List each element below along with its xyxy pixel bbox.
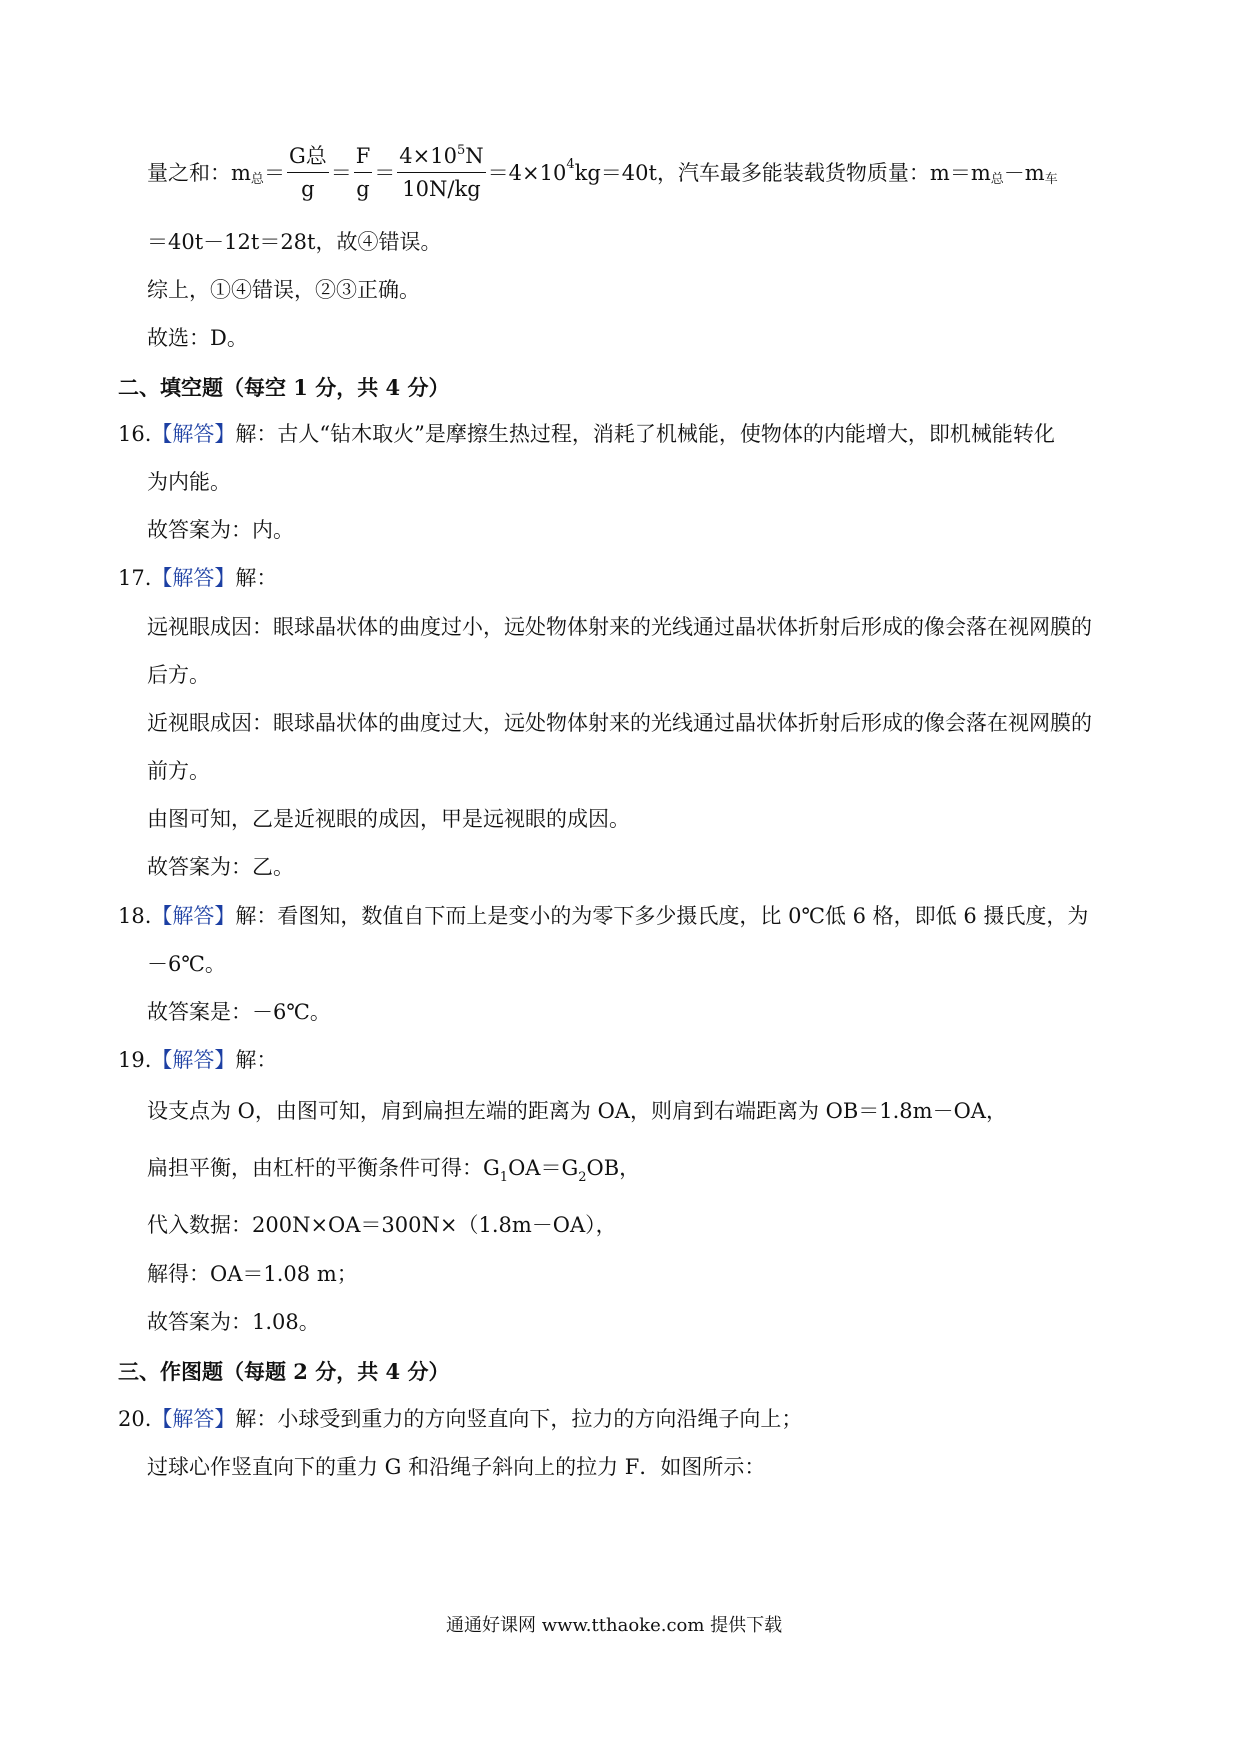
equation-rest: kg＝40t，汽车最多能装载货物质量：m＝m <box>574 160 991 185</box>
text-line: 为内能。 <box>147 470 231 494</box>
subscript-che: 车 <box>1044 171 1058 187</box>
fraction-numerator: $4\times 10^5N$ <box>397 145 485 172</box>
question-number: 19. <box>118 1048 152 1072</box>
question-text: 解：看图知，数值自下而上是变小的为零下多少摄氏度，比 0℃低 6 格，即低 6 摄氏度，为 <box>235 904 1089 928</box>
text-line: 后方。 <box>147 663 210 687</box>
fraction-g-over-g <box>287 145 329 200</box>
subscript-zong: 总 <box>990 171 1004 187</box>
answer-tag: 【解答】 <box>151 1048 236 1072</box>
question-text: 解：古人“钻木取火”是摩擦生热过程，消耗了机械能，使物体的内能增大，即机械能转化 <box>235 422 1055 446</box>
question-number: 17. <box>118 566 152 590</box>
text-line: 前方。 <box>147 759 210 783</box>
question-number: 18. <box>118 904 152 928</box>
answer-tag: 【解答】 <box>151 422 236 446</box>
text-line: －6℃。 <box>147 952 226 976</box>
exponent: 4 <box>566 156 575 172</box>
text-line: 故选：D。 <box>147 326 248 350</box>
text-line: 过球心作竖直向下的重力 G 和沿绳子斜向上的拉力 F．如图所示： <box>147 1455 766 1479</box>
answer-tag: 【解答】 <box>151 1407 236 1431</box>
text-line: 由图可知，乙是近视眼的成因，甲是远视眼的成因。 <box>147 807 630 831</box>
equals-sign: ＝ <box>263 160 285 185</box>
fraction-numerator: F <box>354 145 373 172</box>
question-20 <box>118 1409 802 1430</box>
section-heading-fill-in: 二、填空题（每空 1 分，共 4 分） <box>118 375 450 400</box>
page-footer: 通通好课网 www.tthaoke.com 提供下载 <box>446 1615 783 1636</box>
fraction-denominator: g <box>301 176 315 201</box>
text-line: 解得：OA＝1.08 m； <box>147 1262 358 1286</box>
fraction-numerator: G总 <box>287 145 329 172</box>
text-line: 故答案是：－6℃。 <box>147 1000 331 1024</box>
question-number: 20. <box>118 1407 152 1431</box>
fraction-f-over-g <box>354 145 373 200</box>
answer-tag: 【解答】 <box>151 904 236 928</box>
text-line: 故答案为：1.08。 <box>147 1310 320 1334</box>
question-16 <box>118 424 1055 445</box>
question-number: 16. <box>118 422 152 446</box>
question-text: 解：小球受到重力的方向竖直向下，拉力的方向沿绳子向上； <box>235 1407 803 1431</box>
question-text: 解： <box>235 566 278 590</box>
text-line: 近视眼成因：眼球晶状体的曲度过大，远处物体射来的光线通过晶状体折射后形成的像会落在视网膜的 <box>147 711 1092 735</box>
text-line: 代入数据：200N×OA＝300N×（1.8m－OA）， <box>147 1213 617 1237</box>
equals-sign: ＝ <box>374 160 396 185</box>
text-line: 设支点为 O，由图可知，肩到扁担左端的距离为 OA，则肩到右端距离为 OB＝1.8m－OA， <box>147 1099 1007 1123</box>
text-line: 故答案为：内。 <box>147 518 294 542</box>
equation-prefix: 量之和：m <box>147 160 251 185</box>
section-heading-drawing: 三、作图题（每题 2 分，共 4 分） <box>118 1359 450 1384</box>
fraction-force-over-g <box>397 145 485 200</box>
text-line: 远视眼成因：眼球晶状体的曲度过小，远处物体射来的光线通过晶状体折射后形成的像会落在视网膜的 <box>147 615 1092 639</box>
answer-tag: 【解答】 <box>151 566 236 590</box>
fraction-denominator: g <box>356 176 370 201</box>
fraction-denominator: 10N/kg <box>402 176 481 201</box>
equation-line <box>147 143 1058 203</box>
question-17 <box>118 568 277 589</box>
question-19 <box>118 1050 277 1071</box>
question-18 <box>118 906 1088 927</box>
equation-middle: ＝4×10 <box>487 160 567 185</box>
equals-sign: ＝ <box>330 160 352 185</box>
text-line: ＝40t－12t＝28t，故④错误。 <box>147 230 442 254</box>
text-line: 综上，①④错误，②③正确。 <box>147 278 420 302</box>
question-text: 解： <box>235 1048 278 1072</box>
subscript-zong: 总 <box>250 171 264 187</box>
equation-minus: －m <box>1003 160 1045 185</box>
text-line-subscripts: 扁担平衡，由杠杆的平衡条件可得：$G_1OA=G_2OB$， <box>147 1156 641 1185</box>
text-line: 故答案为：乙。 <box>147 855 294 879</box>
